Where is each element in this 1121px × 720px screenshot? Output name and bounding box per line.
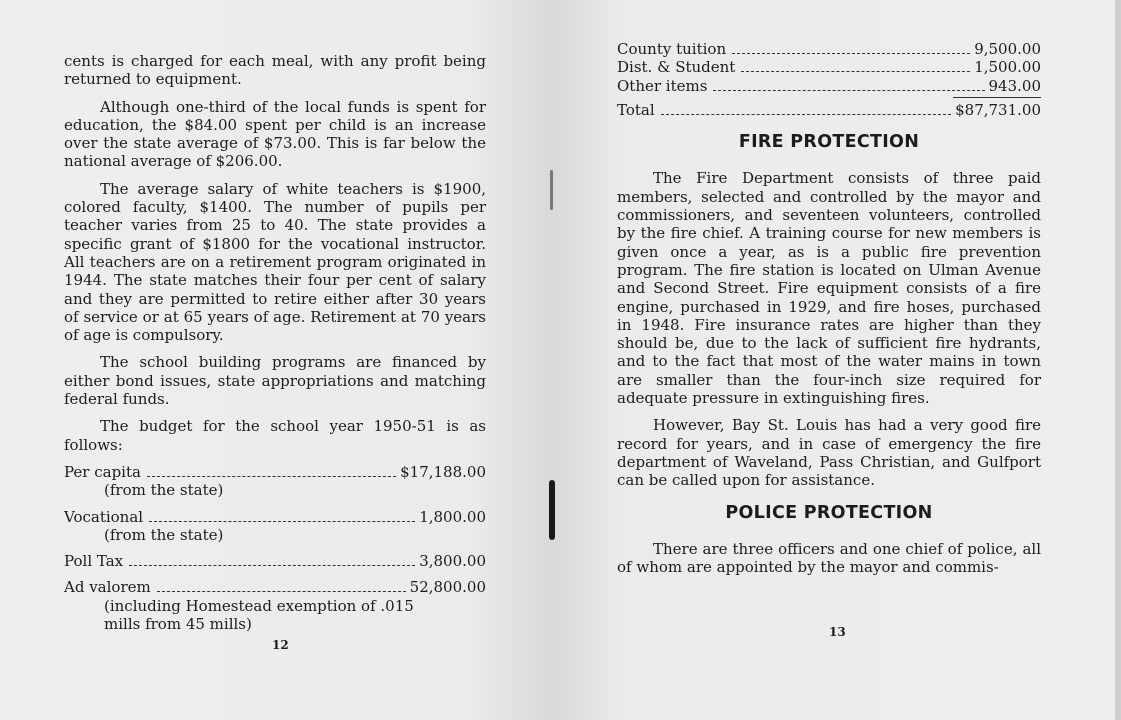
budget-note: (including Homestead exemption of .015 mills from 45 mills) [104, 596, 414, 634]
page-number: 13 [829, 625, 846, 639]
budget-label: Poll Tax [64, 552, 124, 571]
budget-note: (from the state) [104, 525, 224, 544]
budget-amount: $17,188.00 [400, 462, 486, 481]
budget-amount: 3,800.00 [419, 552, 486, 571]
right-text-column [617, 40, 1041, 585]
binding-mark [550, 170, 553, 210]
binding-staple [549, 480, 555, 540]
budget-total [617, 101, 1041, 119]
budget-label: Vocational [64, 507, 144, 526]
right-page [553, 0, 1115, 720]
paragraph: The average salary of white teachers is $1900, colored faculty, $1400. The number of pupils per teacher varies from 25 to 40. The state provides a specific grant of $1800 for the vocational instructor. All teachers are on a retirement program originated in 1944. The state matches their four per cent of salary and they are permitted to retire either after 30 years of service or at 65 years of age. Retirement at 70 years of age is compulsory. [64, 179, 486, 345]
total-label: Total [617, 100, 655, 119]
left-text-column [64, 52, 486, 641]
left-page [0, 0, 553, 720]
paragraph: cents is charged for each meal, with any profit being returned to equipment. [64, 52, 486, 89]
budget-amount: 52,800.00 [409, 578, 486, 597]
budget-item-per-capita [64, 463, 486, 500]
budget-label: Other items [617, 76, 708, 95]
budget-item-vocational [64, 508, 486, 545]
total-rule [953, 97, 1041, 98]
page-edge [1115, 0, 1121, 720]
paragraph: However, Bay St. Louis has had a very good fire record for years, and in case of emergency the fire department of Waveland, Pass Christian, and Gulfport can be called upon for assistance. [617, 416, 1041, 490]
paragraph: There are three officers and one chief of police, all of whom are appointed by the mayor and commis- [617, 539, 1041, 577]
budget-label: Dist. & Student [617, 58, 736, 77]
budget-note: (from the state) [104, 481, 224, 500]
budget-amount: 9,500.00 [974, 40, 1041, 58]
budget-amount: 1,800.00 [419, 507, 486, 526]
budget-amount: 943.00 [988, 76, 1041, 95]
paragraph: The school building programs are financed by either bond issues, state appropriations and matching federal funds. [64, 353, 486, 409]
budget-label: Per capita [64, 462, 141, 481]
budget-amount: 1,500.00 [974, 58, 1041, 77]
police-protection-heading: POLICE PROTECTION [725, 502, 933, 523]
paragraph: The budget for the school year 1950-51 is as follows: [64, 417, 486, 454]
budget-item-ad-valorem [64, 578, 486, 633]
budget-item-other-items [617, 77, 1041, 95]
budget-item-poll-tax [64, 552, 486, 570]
budget-item-county-tuition [617, 40, 1041, 58]
budget-label: County tuition [617, 40, 727, 58]
fire-protection-heading: FIRE PROTECTION [738, 132, 920, 153]
page-number: 12 [272, 638, 289, 652]
paragraph: The Fire Department consists of three paid members, selected and controlled by the mayor and commissioners, and seventeen volunteers, controlled by the fire chief. A training course for new members is given once a year, as is a public fire prevention program. The fire station is located on Ulman Avenue and Second Street. Fire equipment consists of a fire engine, purchased in 1929, and fire hoses, purchased in 1948. Fire insurance rates are higher than they should be, due to the lack of sufficient fire hydrants, and to the fact that most of the water mains in town are smaller than the four-inch size required for adequate pressure in extinguishing fires. [617, 169, 1041, 408]
budget-item-dist-student [617, 58, 1041, 76]
budget-label: Ad valorem [64, 578, 151, 597]
paragraph: Although one-third of the local funds is spent for education, the $84.00 spent per child is an increase over the state average of $73.00. This is far below the national average of $206.00. [64, 97, 486, 171]
total-amount: $87,731.00 [955, 100, 1041, 119]
